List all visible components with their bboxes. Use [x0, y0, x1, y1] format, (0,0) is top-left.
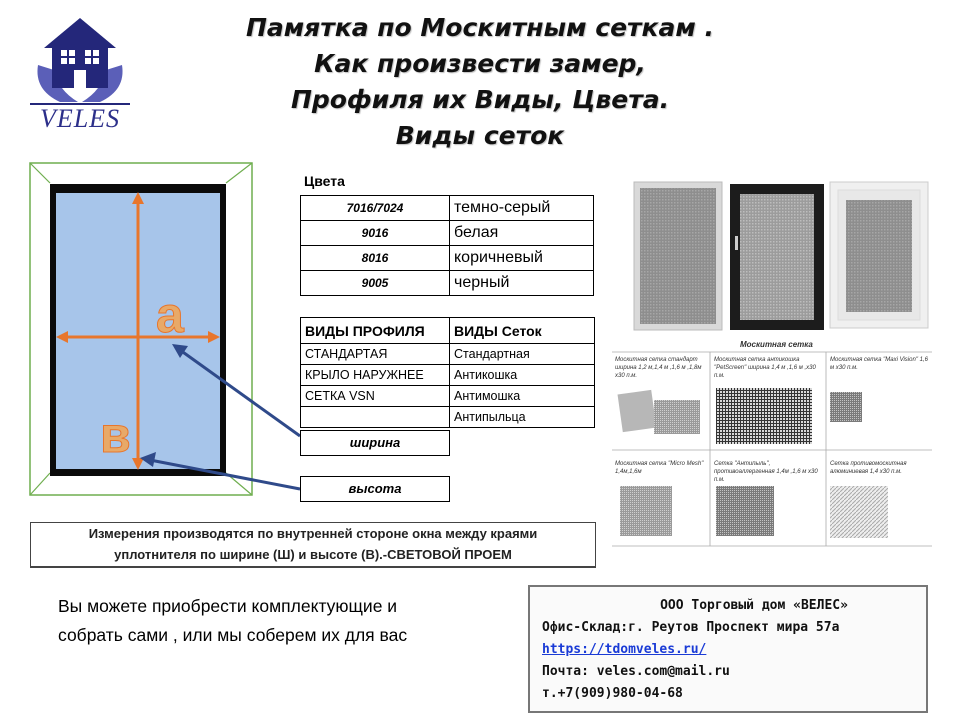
profiles-table — [300, 317, 595, 428]
screen-photos — [632, 178, 932, 333]
table-row — [301, 196, 594, 221]
mesh-grid-cell: Сетка противомоскитная алюминиевая 1,4 х30 п.м. — [830, 461, 907, 475]
color-code: 9016 — [301, 221, 450, 246]
mesh-grid-cell: Москитная сетка "Micro Mesh" 1,4м,1,6м — [615, 461, 704, 475]
measurement-note — [30, 522, 596, 568]
contact-box — [528, 585, 928, 713]
logo-text: VELES — [39, 104, 121, 133]
table-header-row — [301, 318, 595, 344]
profile-cell — [301, 407, 450, 428]
color-code: 7016/7024 — [301, 196, 450, 221]
color-name: темно-серый — [450, 196, 594, 221]
profile-cell: СЕТКА VSN — [301, 386, 450, 407]
mesh-grid-cell: Сетка "Антипыль", противоаллергенная 1,4м ,1,6 м х30 п.м. — [714, 461, 818, 483]
height-label: высота — [300, 476, 450, 502]
website-link[interactable]: https://tdomveles.ru/ — [542, 642, 707, 657]
office-address: Офис-Склад:г. Реутов Проспект мира 57а — [542, 620, 840, 635]
table-row — [301, 271, 594, 296]
color-name: черный — [450, 271, 594, 296]
profile-cell: СТАНДАРТАЯ — [301, 344, 450, 365]
table-row — [301, 407, 595, 428]
label-a: а — [156, 287, 184, 343]
diy-text — [58, 592, 508, 650]
table-row — [301, 365, 595, 386]
profiles-header: ВИДЫ ПРОФИЛЯ — [301, 318, 450, 344]
mesh-cell: Антипыльца — [450, 407, 595, 428]
table-row — [301, 386, 595, 407]
mesh-header: ВИДЫ Сеток — [450, 318, 595, 344]
title-line-4: Виды сеток — [395, 121, 565, 150]
color-name: белая — [450, 221, 594, 246]
page-title — [200, 10, 760, 154]
table-row — [301, 246, 594, 271]
mesh-grid-cell: Москитная сетка стандарт ширина 1,2 м,1,4 м ,1,6 м ,1,8м х30 п.м. — [615, 357, 702, 379]
table-row — [301, 221, 594, 246]
title-line-3: Профиля их Виды, Цвета. — [290, 85, 670, 114]
label-b: в — [100, 407, 131, 463]
title-line-2: Как произвести замер, — [314, 49, 646, 78]
mesh-cell: Антимошка — [450, 386, 595, 407]
phone-text: т.+7(909)980-04-68 — [542, 686, 683, 701]
colors-table — [300, 195, 594, 296]
company-name: ООО Торговый дом «ВЕЛЕС» — [660, 598, 848, 613]
mesh-cell: Стандартная — [450, 344, 595, 365]
table-row — [301, 344, 595, 365]
logo-house-icon — [20, 10, 140, 110]
email-text: Почта: veles.com@mail.ru — [542, 664, 730, 679]
color-code: 9005 — [301, 271, 450, 296]
width-label: ширина — [300, 430, 450, 456]
mesh-grid-cell: Москитная сетка антикошка "PetScreen" ширина 1,4 м ,1,6 м ,х30 п.м. — [714, 357, 816, 379]
mesh-grid-cell: Москитная сетка "Maxi Vision" 1,6 м х30 п.м. — [830, 357, 928, 371]
divider — [30, 566, 596, 571]
measurement-note-line-1: Измерения производятся по внутренней стороне окна между краями — [88, 526, 538, 541]
mesh-cell: Антикошка — [450, 365, 595, 386]
mesh-grid-title: Москитная сетка — [740, 340, 813, 349]
diy-line-2: собрать сами , или мы соберем их для вас — [58, 625, 408, 645]
colors-heading: Цвета — [304, 173, 345, 189]
measurement-note-line-2: уплотнителя по ширине (Ш) и высоте (В).-СВЕТОВОЙ ПРОЕМ — [114, 547, 512, 562]
diy-line-1: Вы можете приобрести комплектующие и — [58, 596, 398, 616]
window-diagram — [28, 160, 258, 500]
profile-cell: КРЫЛО НАРУЖНЕЕ — [301, 365, 450, 386]
color-code: 8016 — [301, 246, 450, 271]
color-name: коричневый — [450, 246, 594, 271]
title-line-1: Памятка по Москитным сеткам . — [245, 13, 715, 42]
